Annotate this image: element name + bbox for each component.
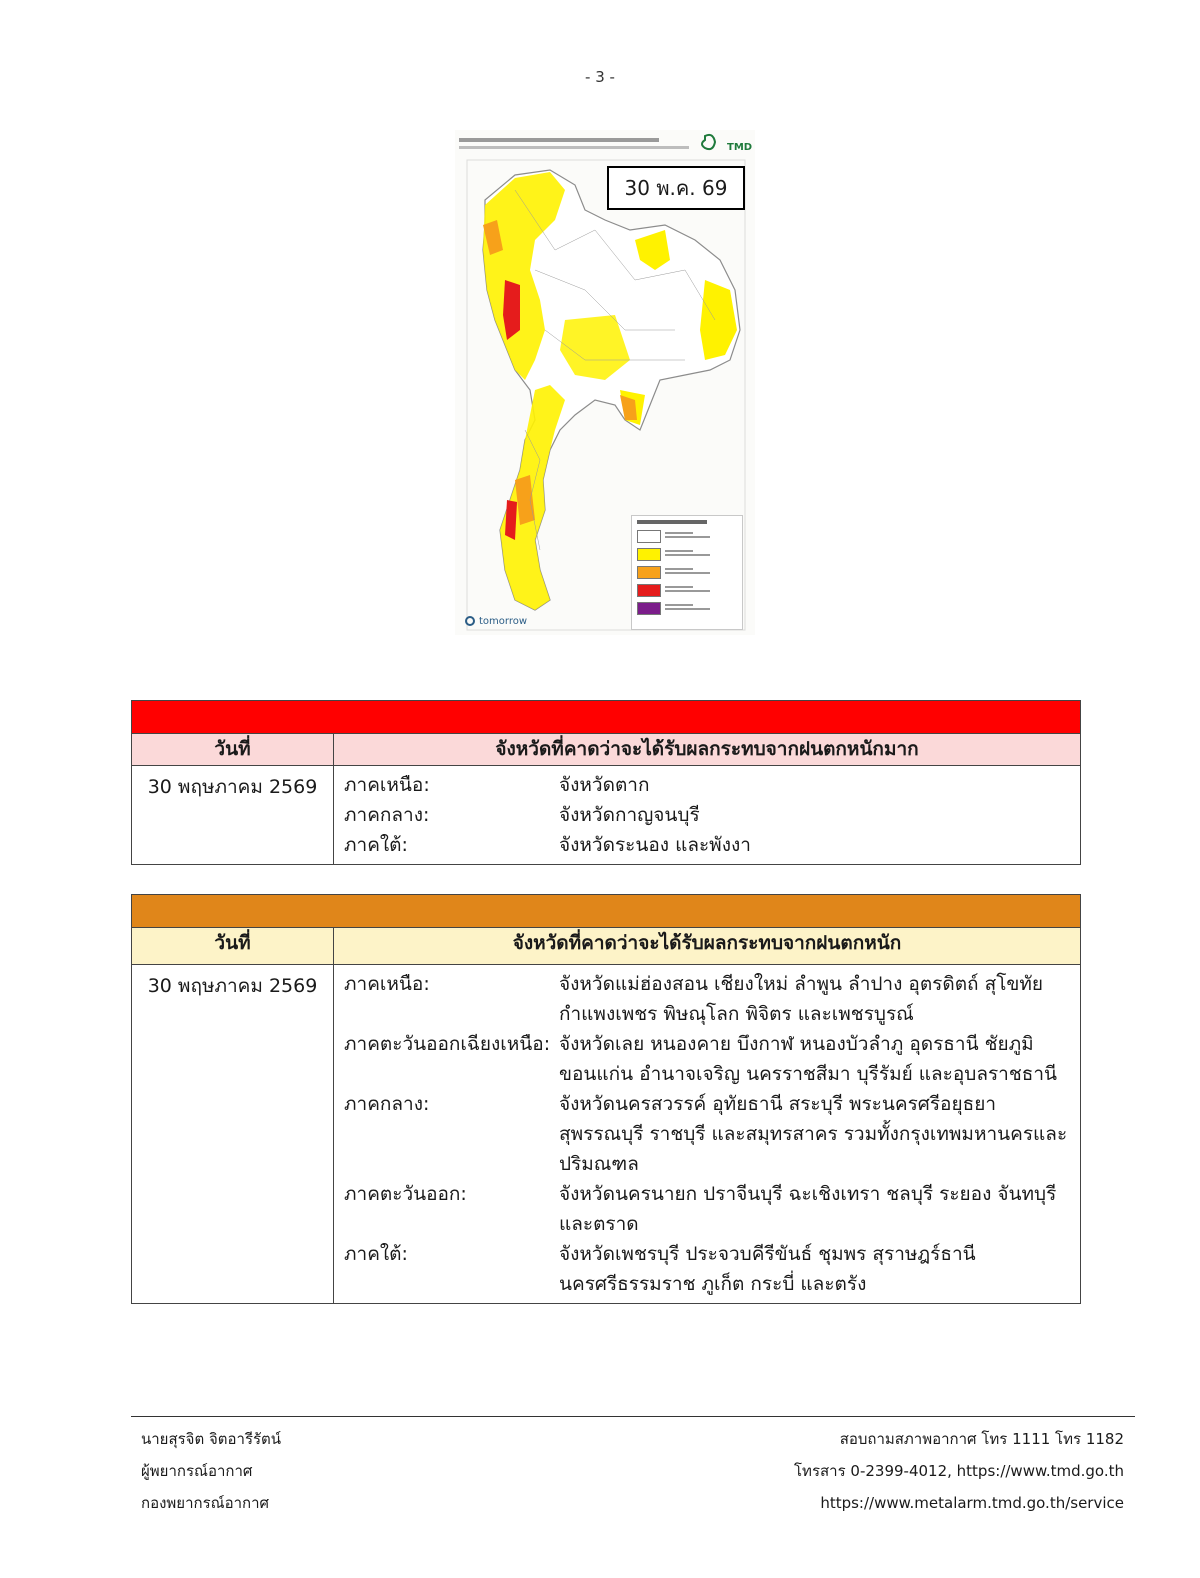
legend-label-text (665, 549, 715, 559)
date-column-header: วันที่ (132, 734, 334, 766)
region-label: ภาคเหนือ: (344, 973, 430, 995)
region-label: ภาคตะวันออกเฉียงเหนือ: (344, 1033, 551, 1055)
region-label: ภาคกลาง: (344, 804, 430, 826)
tmd-logo: TMD (727, 142, 753, 153)
region-provinces: จังหวัดตาก (559, 774, 650, 796)
rainfall-forecast-map (455, 130, 755, 635)
legend-row (637, 545, 737, 563)
region-provinces: นครศรีธรรมราช ภูเก็ต กระบี่ และตรัง (559, 1273, 867, 1295)
tomorrow-logo-text: tomorrow (479, 615, 528, 627)
map-legend (631, 515, 743, 630)
legend-label-text (665, 531, 715, 541)
region-row (344, 969, 1072, 999)
forecast-date: 30 พฤษภาคม 2569 (132, 766, 334, 865)
region-provinces: จังหวัดเพชรบุรี ประจวบคีรีขันธ์ ชุมพร สุราษฎร์ธานี (559, 1243, 976, 1265)
region-label: ภาคตะวันออก: (344, 1183, 467, 1205)
contact-service-link[interactable]: https://www.metalarm.tmd.go.th/service (820, 1494, 1124, 1512)
legend-swatch-yellow (637, 548, 661, 561)
region-provinces: และตราด (559, 1213, 639, 1235)
region-row (344, 800, 1072, 830)
contact-fax-website[interactable]: โทรสาร 0-2399-4012, https://www.tmd.go.th (794, 1462, 1124, 1480)
legend-label-text (665, 585, 715, 595)
region-provinces: ขอนแก่น อำนาจเจริญ นครราชสีมา บุรีรัมย์ และอุบลราชธานี (559, 1063, 1057, 1085)
legend-swatch-orange (637, 566, 661, 579)
date-column-header: วันที่ (132, 928, 334, 965)
forecaster-name: นายสุรจิต จิตอารีรัตน์ (141, 1430, 282, 1448)
region-label: ภาคใต้: (344, 1243, 408, 1265)
heavy-band (132, 895, 1081, 928)
tomorrow-logo (465, 610, 543, 632)
region-provinces: จังหวัดกาญจนบุรี (559, 804, 700, 826)
region-provinces: กำแพงเพชร พิษณุโลก พิจิตร และเพชรบูรณ์ (559, 1003, 914, 1025)
legend-row (637, 581, 737, 599)
region-list (334, 766, 1081, 865)
legend-label-text (665, 603, 715, 613)
very-heavy-rain-table (131, 700, 1081, 865)
footer-divider (131, 1416, 1135, 1417)
tomorrow-logo-icon (465, 616, 475, 626)
very-heavy-band (132, 701, 1081, 734)
contact-phone: สอบถามสภาพอากาศ โทร 1111 โทร 1182 (839, 1430, 1124, 1448)
legend-swatch-red (637, 584, 661, 597)
forecaster-title: ผู้พยากรณ์อากาศ (141, 1462, 253, 1480)
region-label: ภาคเหนือ: (344, 774, 430, 796)
forecaster-division: กองพยากรณ์อากาศ (141, 1494, 270, 1512)
legend-title (637, 520, 737, 525)
region-row-continued (344, 999, 1072, 1029)
region-row (344, 1239, 1072, 1269)
legend-row (637, 563, 737, 581)
region-label: ภาคกลาง: (344, 1093, 430, 1115)
provinces-column-header: จังหวัดที่คาดว่าจะได้รับผลกระทบจากฝนตกหนักมาก (334, 734, 1081, 766)
region-provinces: ปริมณฑล (559, 1153, 639, 1175)
region-provinces: จังหวัดแม่ฮ่องสอน เชียงใหม่ ลำพูน ลำปาง อุตรดิตถ์ สุโขทัย (559, 973, 1044, 995)
region-row (344, 770, 1072, 800)
region-row (344, 830, 1072, 860)
region-provinces: จังหวัดนครนายก ปราจีนบุรี ฉะเชิงเทรา ชลบุรี ระยอง จันทบุรี (559, 1183, 1057, 1205)
provinces-column-header: จังหวัดที่คาดว่าจะได้รับผลกระทบจากฝนตกหนัก (334, 928, 1081, 965)
region-row-continued (344, 1149, 1072, 1179)
region-row-continued (344, 1269, 1072, 1299)
contact-info (794, 1423, 1124, 1519)
region-provinces: จังหวัดเลย หนองคาย บึงกาฬ หนองบัวลำภู อุดรธานี ชัยภูมิ (559, 1033, 1034, 1055)
region-row-continued (344, 1209, 1072, 1239)
region-list (334, 965, 1081, 1304)
page-number: - 3 - (585, 68, 615, 86)
region-row-continued (344, 1059, 1072, 1089)
legend-row (637, 527, 737, 545)
region-row (344, 1089, 1072, 1119)
region-label: ภาคใต้: (344, 834, 408, 856)
heavy-rain-table (131, 894, 1081, 1304)
forecaster-info (141, 1423, 281, 1519)
region-row-continued (344, 1119, 1072, 1149)
region-row (344, 1179, 1072, 1209)
region-provinces: จังหวัดระนอง และพังงา (559, 834, 751, 856)
legend-swatch-white (637, 530, 661, 543)
region-provinces: จังหวัดนครสวรรค์ อุทัยธานี สระบุรี พระนครศรีอยุธยา (559, 1093, 996, 1115)
map-date-label: 30 พ.ค. 69 (607, 166, 745, 210)
forecast-date: 30 พฤษภาคม 2569 (132, 965, 334, 1304)
legend-label-text (665, 567, 715, 577)
region-row (344, 1029, 1072, 1059)
region-provinces: สุพรรณบุรี ราชบุรี และสมุทรสาคร รวมทั้งกรุงเทพมหานครและ (559, 1123, 1068, 1145)
legend-row (637, 599, 737, 617)
legend-swatch-purple (637, 602, 661, 615)
legend-title-text (637, 520, 707, 525)
